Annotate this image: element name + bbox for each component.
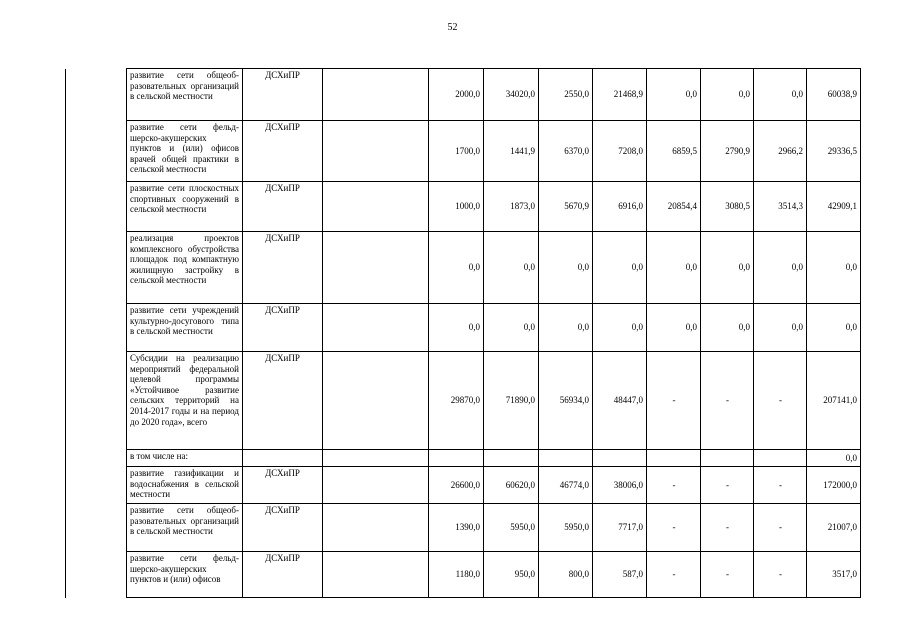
value-cell: 3080,5 [701,182,754,232]
measure-description: развитие сети фельдшерско-акушерских пунктов и (или) офисов врачей общей практики в сельской местности [127,121,243,182]
value-cell: 46774,0 [539,467,593,504]
table-row [66,352,861,450]
executor-cell: ДСХиПР [243,182,323,232]
left-empty-cell [66,304,127,352]
executor-cell: ДСХиПР [243,467,323,504]
value-cell: 950,0 [484,552,539,598]
executor-cell: ДСХиПР [243,121,323,182]
value-cell: 38006,0 [593,467,647,504]
value-cell: 21007,0 [807,504,861,552]
value-cell: 0,0 [484,304,539,352]
left-empty-cell [66,504,127,552]
value-cell: 2790,9 [701,121,754,182]
value-cell: 20854,4 [647,182,701,232]
value-cell [593,450,647,467]
value-cell: 0,0 [647,304,701,352]
value-cell: - [647,552,701,598]
value-cell: 0,0 [701,69,754,121]
value-cell: 34020,0 [484,69,539,121]
table-row [66,504,861,552]
value-cell: 587,0 [593,552,647,598]
value-cell: 172000,0 [807,467,861,504]
value-cell: - [754,552,807,598]
value-cell: 29870,0 [429,352,484,450]
value-cell: 0,0 [647,69,701,121]
left-empty-cell [66,182,127,232]
value-cell: 0,0 [701,232,754,304]
table-row [66,467,861,504]
empty-cell [323,450,429,467]
empty-cell [323,504,429,552]
value-cell: 2550,0 [539,69,593,121]
value-cell [701,450,754,467]
value-cell: 7208,0 [593,121,647,182]
table-row [66,69,861,121]
value-cell: 3517,0 [807,552,861,598]
value-cell: 1000,0 [429,182,484,232]
value-cell: 1441,9 [484,121,539,182]
measure-description: развитие сети фельдшерско-акушерских пунктов и (или) офисов [127,552,243,598]
value-cell: - [754,467,807,504]
value-cell: 5950,0 [539,504,593,552]
value-cell: 0,0 [539,304,593,352]
executor-cell: ДСХиПР [243,232,323,304]
left-empty-cell [66,69,127,121]
measure-description: развитие газификации и водоснабжения в сельской местности [127,467,243,504]
left-empty-cell [66,552,127,598]
value-cell: - [647,352,701,450]
budget-table [65,68,861,598]
left-empty-cell [66,352,127,450]
value-cell: 21468,9 [593,69,647,121]
value-cell: 0,0 [484,232,539,304]
value-cell: - [754,352,807,450]
value-cell [647,450,701,467]
empty-cell [323,182,429,232]
empty-cell [323,304,429,352]
value-cell: - [701,352,754,450]
empty-cell [323,467,429,504]
value-cell: 5950,0 [484,504,539,552]
value-cell: 0,0 [754,304,807,352]
value-cell: 0,0 [754,69,807,121]
measure-description: развитие сети общеобразовательных организаций в сельской местности [127,69,243,121]
value-cell: 0,0 [807,304,861,352]
value-cell: 5670,9 [539,182,593,232]
executor-cell: ДСХиПР [243,69,323,121]
value-cell [484,450,539,467]
empty-cell [323,232,429,304]
value-cell: 7717,0 [593,504,647,552]
table-row [66,450,861,467]
value-cell: 1700,0 [429,121,484,182]
value-cell: 1180,0 [429,552,484,598]
value-cell [539,450,593,467]
value-cell: 2966,2 [754,121,807,182]
left-empty-cell [66,232,127,304]
measure-description: в том числе на: [127,450,243,467]
value-cell: - [701,467,754,504]
value-cell: 1873,0 [484,182,539,232]
value-cell: - [701,504,754,552]
value-cell: 0,0 [807,450,861,467]
empty-cell [323,352,429,450]
executor-cell: ДСХиПР [243,504,323,552]
value-cell: 71890,0 [484,352,539,450]
value-cell: 56934,0 [539,352,593,450]
table-row [66,552,861,598]
value-cell: 0,0 [429,232,484,304]
value-cell: 0,0 [593,232,647,304]
value-cell: 6859,5 [647,121,701,182]
left-empty-cell [66,450,127,467]
value-cell: 207141,0 [807,352,861,450]
value-cell: 42909,1 [807,182,861,232]
value-cell: 0,0 [539,232,593,304]
value-cell: 60038,9 [807,69,861,121]
value-cell: 0,0 [593,304,647,352]
value-cell: 3514,3 [754,182,807,232]
empty-cell [323,69,429,121]
left-empty-cell [66,121,127,182]
page-number: 52 [447,22,458,33]
value-cell: 6916,0 [593,182,647,232]
value-cell: 0,0 [807,232,861,304]
left-empty-cell [66,467,127,504]
measure-description: развитие сети учреждений культурно-досугового типа в сельской местности [127,304,243,352]
value-cell: 0,0 [754,232,807,304]
value-cell: 0,0 [429,304,484,352]
measure-description: реализация проектов комплексного обустройства площадок под компактную жилищную застройку в сельской местности [127,232,243,304]
value-cell: 6370,0 [539,121,593,182]
value-cell: - [754,504,807,552]
table-row [66,304,861,352]
executor-cell: ДСХиПР [243,352,323,450]
value-cell: 60620,0 [484,467,539,504]
value-cell: 0,0 [701,304,754,352]
value-cell: 0,0 [647,232,701,304]
value-cell [754,450,807,467]
empty-cell [323,121,429,182]
value-cell [429,450,484,467]
value-cell: 26600,0 [429,467,484,504]
value-cell: 29336,5 [807,121,861,182]
value-cell: - [701,552,754,598]
value-cell: 1390,0 [429,504,484,552]
measure-description: развитие сети плоскостных спортивных сооружений в сельской местности [127,182,243,232]
value-cell: - [647,504,701,552]
measure-description: развитие сети общеобразовательных организаций в сельской местности [127,504,243,552]
value-cell: 2000,0 [429,69,484,121]
executor-cell: ДСХиПР [243,552,323,598]
value-cell: - [647,467,701,504]
table-row [66,232,861,304]
executor-cell [243,450,323,467]
table-row [66,182,861,232]
empty-cell [323,552,429,598]
executor-cell: ДСХиПР [243,304,323,352]
value-cell: 800,0 [539,552,593,598]
measure-description: Субсидии на реализацию мероприятий федеральной целевой программы «Устойчивое развитие сельских территорий на 2014-2017 годы и на период до 2020 года», всего [127,352,243,450]
value-cell: 48447,0 [593,352,647,450]
table-row [66,121,861,182]
